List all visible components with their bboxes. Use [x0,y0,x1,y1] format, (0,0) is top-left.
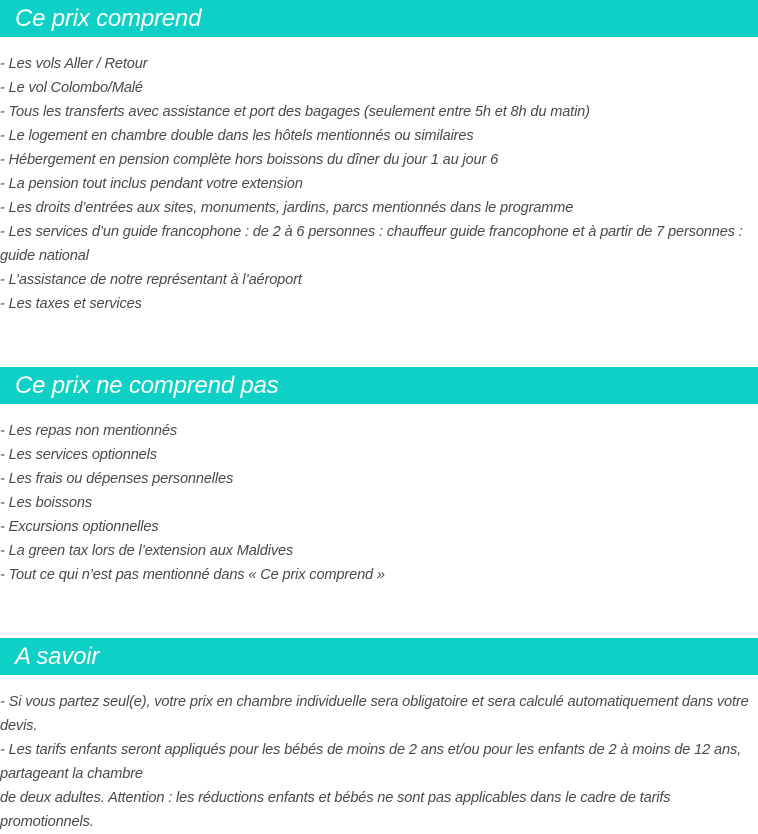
list-item: - Le vol Colombo/Malé [0,80,143,96]
list-item: - Les frais ou dépenses personnelles [0,471,234,487]
list-item: - La green tax lors de l’extension aux Maldives [0,543,294,559]
list-item: - Tous les transferts avec assistance et port des bagages (seulement entre 5h et 8h du matin) [0,104,590,120]
notes-list [0,690,758,834]
list-item: - Les services d’un guide francophone : de 2 à 6 personnes : chauffeur guide francophone et à partir de 7 personnes : guide national [0,224,743,264]
list-item: - Si vous partez seul(e), votre prix en chambre individuelle sera obligatoire et sera calculé automatiquement dans votre devis. [0,694,749,734]
list-item: - Le logement en chambre double dans les hôtels mentionnés ou similaires [0,128,474,144]
includes-list [0,52,758,316]
list-item: - Les droits d’entrées aux sites, monuments, jardins, parcs mentionnés dans le programme [0,200,574,216]
list-item: - Les tarifs enfants seront appliqués pour les bébés de moins de 2 ans et/ou pour les enfants de 2 à moins de 12 ans, partageant la chambre [0,742,741,782]
list-item: - Tout ce qui n’est pas mentionné dans « Ce prix comprend » [0,567,385,583]
includes-title: Ce prix comprend [15,5,202,32]
excludes-title: Ce prix ne comprend pas [15,372,279,399]
list-item: - L’assistance de notre représentant à l’aéroport [0,272,302,288]
list-item: - Excursions optionnelles [0,519,159,535]
list-item: - Les vols Aller / Retour [0,56,148,72]
list-item: - Hébergement en pension complète hors boissons du dîner du jour 1 au jour 6 [0,152,499,168]
list-item: - Les taxes et services [0,296,142,312]
notes-header [0,638,758,675]
excludes-list [0,419,758,587]
list-item: - Les boissons [0,495,92,511]
excludes-header [0,367,758,404]
notes-title: A savoir [15,643,100,670]
includes-header [0,0,758,37]
list-item: de deux adultes. Attention : les réductions enfants et bébés ne sont pas applicables dans le cadre de tarifs promotionnels. [0,790,671,830]
list-item: - Les repas non mentionnés [0,423,178,439]
list-item: - La pension tout inclus pendant votre extension [0,176,303,192]
list-item: - Les services optionnels [0,447,157,463]
